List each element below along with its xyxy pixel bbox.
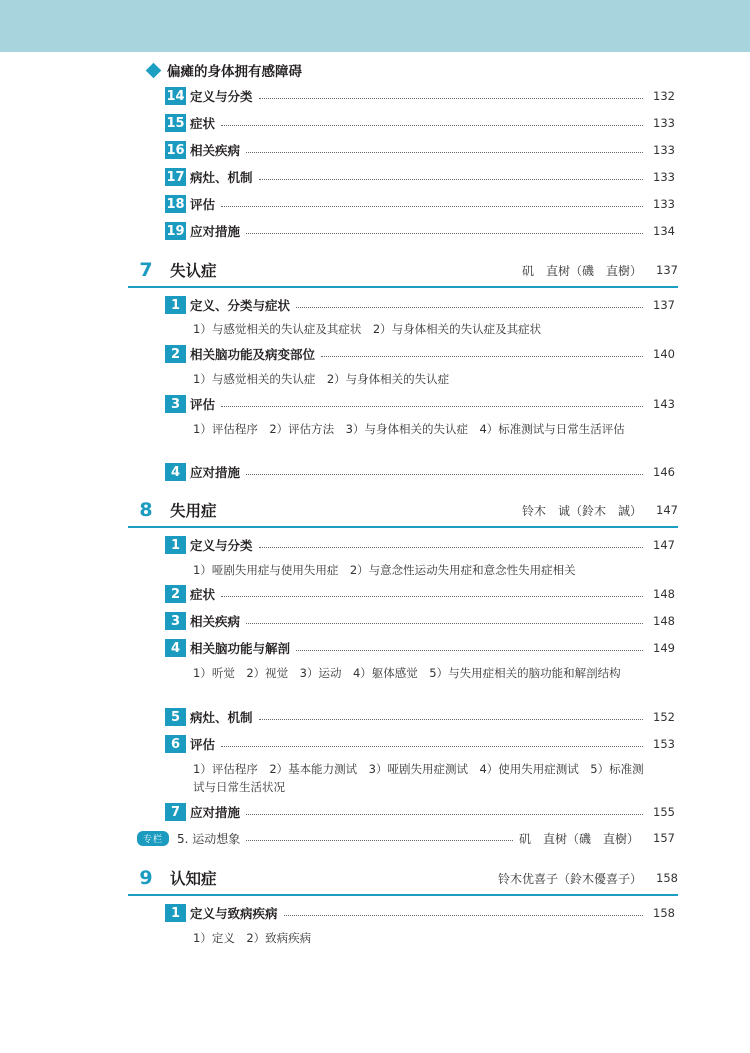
entry-label: 相关脑功能及病变部位	[190, 347, 316, 362]
entry-page: 133	[653, 170, 675, 184]
toc-entry[interactable]	[165, 462, 675, 482]
entry-number: 15	[166, 115, 185, 131]
leader-dots	[246, 623, 643, 624]
leader-dots	[321, 356, 643, 357]
entry-number: 2	[165, 585, 186, 603]
entry-page: 132	[653, 89, 675, 103]
toc-entry[interactable]	[165, 802, 675, 822]
entry-number: 2	[165, 345, 186, 363]
leader-dots	[221, 406, 643, 407]
chapter-number: 8	[139, 499, 153, 521]
toc-entry[interactable]	[165, 734, 675, 754]
leader-dots	[296, 307, 643, 308]
toc-entry[interactable]	[165, 344, 675, 364]
entry-number: 1	[165, 296, 186, 314]
column-entry[interactable]	[137, 828, 675, 848]
entry-number: 14	[166, 88, 185, 104]
chapter-7-heading[interactable]	[128, 254, 678, 288]
chapter-title: 认知症	[170, 870, 217, 888]
section-heading-text: 偏瘫的身体拥有感障碍	[167, 64, 302, 80]
entry-number: 17	[166, 169, 185, 185]
toc-entry[interactable]	[165, 140, 675, 160]
entry-label: 定义与致病疾病	[190, 906, 278, 921]
chapter-number: 7	[139, 259, 153, 281]
entry-subtopics: 1）哑剧失用症与使用失用症 2）与意念性运动失用症和意念性失用症相关	[193, 563, 576, 577]
leader-dots	[246, 840, 513, 841]
column-page: 157	[653, 831, 675, 845]
entry-label: 定义与分类	[190, 89, 253, 104]
entry-subtopics: 1）与感觉相关的失认症 2）与身体相关的失认症	[193, 372, 450, 386]
entry-number: 5	[165, 708, 186, 726]
entry-label: 应对措施	[190, 805, 241, 820]
chapter-9-heading[interactable]	[128, 862, 678, 896]
entry-subtopics: 1）定义 2）致病疾病	[193, 931, 312, 945]
entry-number: 3	[165, 612, 186, 630]
toc-entry[interactable]	[165, 611, 675, 631]
chapter-page: 158	[656, 871, 678, 885]
entry-page: 153	[653, 737, 675, 751]
entry-number: 1	[165, 904, 186, 922]
entry-page: 143	[653, 397, 675, 411]
section-heading	[143, 60, 302, 80]
entry-page: 148	[653, 587, 675, 601]
leader-dots	[259, 547, 643, 548]
entry-label: 相关脑功能与解剖	[190, 641, 291, 656]
toc-entry[interactable]	[165, 707, 675, 727]
leader-dots	[221, 596, 643, 597]
leader-dots	[246, 474, 643, 475]
leader-dots	[259, 179, 643, 180]
leader-dots	[296, 650, 643, 651]
chapter-number: 9	[139, 867, 153, 889]
chapter-page: 137	[656, 263, 678, 277]
entry-page: 137	[653, 298, 675, 312]
toc-entry[interactable]	[165, 295, 675, 315]
entry-page: 134	[653, 224, 675, 238]
column-author: 矶 直树（磯 直樹）	[518, 831, 639, 846]
entry-number: 19	[166, 223, 185, 239]
chapter-title: 失认症	[170, 262, 217, 280]
toc-entry[interactable]	[165, 535, 675, 555]
leader-dots	[246, 152, 643, 153]
entry-subtopics: 1）与感觉相关的失认症及其症状 2）与身体相关的失认症及其症状	[193, 322, 542, 336]
entry-subtopics: 1）评估程序 2）基本能力测试 3）哑剧失用症测试 4）使用失用症测试 5）标准测试与日常生活状况	[193, 762, 644, 794]
chapter-8-heading[interactable]	[128, 494, 678, 528]
entry-page: 133	[653, 116, 675, 130]
entry-label: 应对措施	[190, 224, 241, 239]
toc-entry[interactable]	[165, 394, 675, 414]
entry-page: 149	[653, 641, 675, 655]
entry-label: 症状	[190, 587, 216, 602]
toc-entry[interactable]	[165, 584, 675, 604]
header-band	[0, 0, 750, 52]
leader-dots	[284, 915, 643, 916]
entry-page: 152	[653, 710, 675, 724]
toc-entry[interactable]	[165, 194, 675, 214]
entry-number: 7	[165, 803, 186, 821]
chapter-author: 铃木优喜子（鈴木優喜子）	[497, 871, 642, 886]
entry-number: 6	[165, 735, 186, 753]
chapter-author: 矶 直树（磯 直樹）	[521, 263, 642, 278]
leader-dots	[221, 125, 643, 126]
leader-dots	[246, 233, 643, 234]
entry-page: 140	[653, 347, 675, 361]
entry-number: 3	[165, 395, 186, 413]
entry-number: 4	[165, 639, 186, 657]
entry-label: 应对措施	[190, 465, 241, 480]
toc-entry[interactable]	[165, 167, 675, 187]
leader-dots	[259, 98, 643, 99]
entry-label: 病灶、机制	[190, 710, 253, 725]
entry-label: 相关疾病	[190, 614, 241, 629]
entry-page: 148	[653, 614, 675, 628]
entry-label: 评估	[190, 197, 216, 212]
leader-dots	[221, 206, 643, 207]
entry-label: 评估	[190, 397, 216, 412]
entry-subtopics: 1）评估程序 2）评估方法 3）与身体相关的失认症 4）标准测试与日常生活评估	[193, 422, 625, 436]
toc-entry[interactable]	[165, 638, 675, 658]
entry-number: 4	[165, 463, 186, 481]
entry-label: 症状	[190, 116, 216, 131]
chapter-author: 铃木 诚（鈴木 誠）	[521, 503, 642, 518]
toc-entry[interactable]	[165, 113, 675, 133]
entry-number: 1	[165, 536, 186, 554]
column-label: 5. 运动想象	[177, 831, 241, 846]
entry-label: 评估	[190, 737, 216, 752]
diamond-icon	[146, 62, 162, 78]
entry-number: 16	[166, 142, 185, 158]
entry-page: 147	[653, 538, 675, 552]
entry-number: 18	[166, 196, 185, 212]
toc-entry[interactable]	[165, 86, 675, 106]
entry-page: 133	[653, 143, 675, 157]
entry-page: 155	[653, 805, 675, 819]
entry-label: 病灶、机制	[190, 170, 253, 185]
chapter-page: 147	[656, 503, 678, 517]
toc-entry[interactable]	[165, 903, 675, 923]
leader-dots	[259, 719, 643, 720]
chapter-title: 失用症	[170, 502, 217, 520]
entry-page: 133	[653, 197, 675, 211]
column-badge: 专栏	[137, 831, 169, 846]
entry-label: 相关疾病	[190, 143, 241, 158]
entry-subtopics: 1）听觉 2）视觉 3）运动 4）躯体感觉 5）与失用症相关的脑功能和解剖结构	[193, 666, 621, 680]
toc-entry[interactable]	[165, 221, 675, 241]
entry-label: 定义与分类	[190, 538, 253, 553]
leader-dots	[246, 814, 643, 815]
leader-dots	[221, 746, 643, 747]
entry-page: 146	[653, 465, 675, 479]
entry-label: 定义、分类与症状	[190, 298, 291, 313]
entry-page: 158	[653, 906, 675, 920]
